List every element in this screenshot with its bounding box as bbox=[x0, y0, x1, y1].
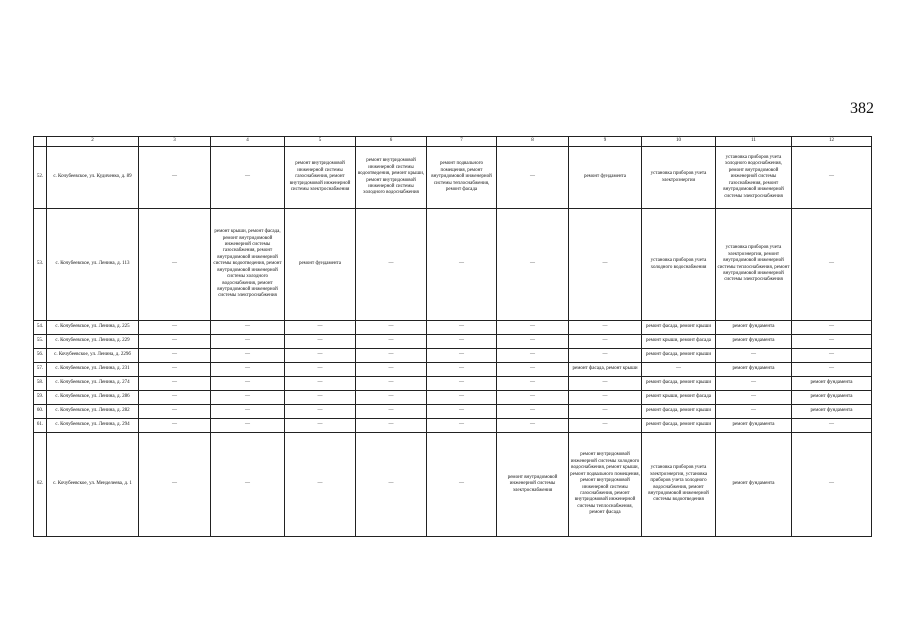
cell-text: — bbox=[172, 352, 177, 358]
cell-text: — bbox=[829, 338, 834, 344]
work-cell-c7 bbox=[427, 147, 497, 209]
cell-text: — bbox=[245, 352, 250, 358]
table-row bbox=[34, 209, 872, 321]
work-cell-c5 bbox=[285, 349, 356, 363]
row-number bbox=[34, 433, 47, 537]
work-cell-c10 bbox=[642, 363, 716, 377]
cell-text: ремонт внутридомовой инженерной системы электроснабжения bbox=[507, 474, 558, 493]
work-cell-c11 bbox=[716, 405, 792, 419]
work-cell-c9 bbox=[569, 349, 642, 363]
work-cell-c9 bbox=[569, 321, 642, 335]
cell-text: — bbox=[459, 261, 464, 267]
cell-text: — bbox=[829, 174, 834, 180]
cell-text: — bbox=[172, 174, 177, 180]
cell-text: — bbox=[317, 338, 323, 344]
work-cell-c11 bbox=[716, 433, 792, 537]
work-cell-c10 bbox=[642, 419, 716, 433]
cell-text: — bbox=[245, 338, 250, 344]
work-cell-c6 bbox=[356, 147, 427, 209]
col-header: 11 bbox=[716, 137, 792, 147]
work-cell-c9 bbox=[569, 405, 642, 419]
cell-text: 62. bbox=[36, 481, 44, 487]
work-cell-c10 bbox=[642, 147, 716, 209]
cell-text: ремонт внутридомовой инженерной системы водоотведения, ремонт крыши, ремонт внутридомовой инженерной системы холодного водоснабжения bbox=[357, 158, 425, 196]
cell-text: — bbox=[530, 394, 535, 400]
address-cell bbox=[47, 147, 139, 209]
address-cell bbox=[47, 335, 139, 349]
work-cell-c5 bbox=[285, 391, 356, 405]
address-cell bbox=[47, 377, 139, 391]
col-header: 6 bbox=[356, 137, 427, 147]
row-number bbox=[34, 321, 47, 335]
cell-text: — bbox=[459, 422, 464, 428]
cell-text: установка приборов учета электроэнергии, ремонт внутридомовой инженерной системы теплоснабжения, ремонт внутридомовой инженерной системы электроснабжения bbox=[717, 245, 790, 283]
work-cell-c7 bbox=[427, 335, 497, 349]
work-cell-c4 bbox=[211, 419, 285, 433]
cell-text: — bbox=[459, 380, 464, 386]
cell-text: — bbox=[172, 338, 177, 344]
cell-text: — bbox=[751, 352, 756, 358]
cell-text: ремонт фасада, ремонт крыши bbox=[645, 408, 712, 414]
cell-text: с. Кочубеевское, ул. Ленина, д. 286 bbox=[55, 394, 130, 400]
work-cell-c8 bbox=[497, 349, 569, 363]
cell-text: с. Кочубеевское, ул. Кудиченко, д. 89 bbox=[53, 174, 132, 180]
work-cell-c3 bbox=[139, 391, 211, 405]
cell-text: 59. bbox=[36, 394, 44, 400]
col-header: 5 bbox=[285, 137, 356, 147]
cell-text: — bbox=[388, 352, 394, 358]
cell-text: 61. bbox=[36, 422, 44, 428]
work-cell-c6 bbox=[356, 209, 427, 321]
cell-text: — bbox=[459, 338, 464, 344]
table-row bbox=[34, 335, 872, 349]
cell-text: — bbox=[388, 261, 394, 267]
work-cell-c5 bbox=[285, 363, 356, 377]
table-row bbox=[34, 349, 872, 363]
work-cell-c5 bbox=[285, 209, 356, 321]
work-cell-c7 bbox=[427, 209, 497, 321]
cell-text: — bbox=[602, 324, 608, 330]
cell-text: — bbox=[388, 324, 394, 330]
work-cell-c4 bbox=[211, 377, 285, 391]
cell-text: — bbox=[530, 422, 535, 428]
work-cell-c10 bbox=[642, 377, 716, 391]
cell-text: с. Кочубеевское, ул. Ленина, д. 294 bbox=[55, 422, 130, 428]
work-cell-c12 bbox=[792, 419, 872, 433]
cell-text: — bbox=[530, 408, 535, 414]
cell-text: ремонт фасада, ремонт крыши bbox=[645, 422, 712, 428]
work-cell-c8 bbox=[497, 433, 569, 537]
cell-text: — bbox=[172, 261, 177, 267]
work-cell-c4 bbox=[211, 405, 285, 419]
cell-text: — bbox=[245, 394, 250, 400]
address-cell bbox=[47, 405, 139, 419]
cell-text: — bbox=[172, 380, 177, 386]
cell-text: — bbox=[530, 338, 535, 344]
cell-text: — bbox=[530, 380, 535, 386]
row-number bbox=[34, 419, 47, 433]
cell-text: ремонт фундамента bbox=[732, 366, 775, 372]
table-row bbox=[34, 377, 872, 391]
work-cell-c8 bbox=[497, 209, 569, 321]
cell-text: ремонт фундамента bbox=[298, 261, 342, 267]
work-cell-c8 bbox=[497, 335, 569, 349]
work-cell-c6 bbox=[356, 419, 427, 433]
work-cell-c9 bbox=[569, 433, 642, 537]
cell-text: — bbox=[602, 338, 608, 344]
cell-text: 53. bbox=[36, 261, 44, 267]
cell-text: 57. bbox=[36, 366, 44, 372]
row-number bbox=[34, 335, 47, 349]
cell-text: ремонт крыши, ремонт фасада bbox=[645, 338, 712, 344]
cell-text: ремонт фасада, ремонт крыши bbox=[645, 352, 712, 358]
work-cell-c12 bbox=[792, 391, 872, 405]
work-cell-c7 bbox=[427, 349, 497, 363]
table-row bbox=[34, 433, 872, 537]
work-cell-c7 bbox=[427, 377, 497, 391]
work-cell-c12 bbox=[792, 335, 872, 349]
cell-text: — bbox=[245, 366, 250, 372]
work-cell-c6 bbox=[356, 433, 427, 537]
work-cell-c10 bbox=[642, 209, 716, 321]
work-cell-c9 bbox=[569, 377, 642, 391]
table-row bbox=[34, 419, 872, 433]
work-cell-c3 bbox=[139, 433, 211, 537]
cell-text: — bbox=[245, 380, 250, 386]
cell-text: с. Кочубеевское, ул. Ленина, д. 229 bbox=[55, 338, 130, 344]
cell-text: ремонт фундамента bbox=[732, 481, 775, 487]
cell-text: с. Кочубеевское, ул. Ленина, д. 229б bbox=[54, 352, 131, 358]
row-number bbox=[34, 349, 47, 363]
work-cell-c8 bbox=[497, 377, 569, 391]
work-cell-c6 bbox=[356, 391, 427, 405]
cell-text: ремонт фасада, ремонт крыши bbox=[572, 366, 638, 372]
col-header: 8 bbox=[497, 137, 569, 147]
cell-text: ремонт внутридомовой инженерной системы холодного водоснабжения, ремонт крыши, ремонт подвального помещения, ремонт внутридомовой инженерной системы газоснабжения, ремонт внутридомовой инженерной системы теплоснабжения, ремонт фасада bbox=[570, 452, 640, 516]
cell-text: — bbox=[172, 394, 177, 400]
work-cell-c3 bbox=[139, 405, 211, 419]
cell-text: — bbox=[317, 352, 323, 358]
cell-text: с. Кочубеевское, ул. Ленина, д. 231 bbox=[55, 366, 130, 372]
work-cell-c11 bbox=[716, 363, 792, 377]
cell-text: — bbox=[530, 324, 535, 330]
work-cell-c11 bbox=[716, 335, 792, 349]
cell-text: — bbox=[530, 174, 535, 180]
cell-text: установка приборов учета электроэнергии bbox=[650, 171, 707, 183]
work-cell-c12 bbox=[792, 363, 872, 377]
cell-text: — bbox=[829, 324, 834, 330]
work-cell-c6 bbox=[356, 349, 427, 363]
cell-text: — bbox=[602, 352, 608, 358]
work-cell-c11 bbox=[716, 419, 792, 433]
work-cell-c6 bbox=[356, 405, 427, 419]
work-cell-c6 bbox=[356, 335, 427, 349]
work-cell-c10 bbox=[642, 433, 716, 537]
cell-text: — bbox=[530, 261, 535, 267]
col-header: 2 bbox=[47, 137, 139, 147]
cell-text: ремонт крыши, ремонт фасада bbox=[645, 394, 712, 400]
repair-schedule-table bbox=[33, 136, 872, 537]
cell-text: — bbox=[829, 481, 834, 487]
cell-text: — bbox=[602, 422, 608, 428]
cell-text: — bbox=[317, 366, 323, 372]
cell-text: — bbox=[751, 380, 756, 386]
cell-text: — bbox=[459, 394, 464, 400]
work-cell-c4 bbox=[211, 209, 285, 321]
work-cell-c3 bbox=[139, 419, 211, 433]
cell-text: ремонт фасада, ремонт крыши bbox=[645, 324, 712, 330]
table-row bbox=[34, 147, 872, 209]
work-cell-c3 bbox=[139, 349, 211, 363]
cell-text: 55. bbox=[36, 338, 44, 344]
work-cell-c8 bbox=[497, 363, 569, 377]
cell-text: — bbox=[459, 408, 464, 414]
cell-text: — bbox=[829, 352, 834, 358]
work-cell-c3 bbox=[139, 147, 211, 209]
cell-text: с. Кочубеевское, ул. Ленина, д. 113 bbox=[55, 261, 130, 267]
work-cell-c10 bbox=[642, 321, 716, 335]
cell-text: ремонт фундамента bbox=[810, 394, 853, 400]
cell-text: — bbox=[459, 481, 464, 487]
cell-text: — bbox=[317, 422, 323, 428]
cell-text: ремонт подвального помещения, ремонт внутридомовой инженерной системы теплоснабжения, ремонт фасада bbox=[431, 161, 492, 193]
cell-text: — bbox=[172, 324, 177, 330]
cell-text: ремонт фундамента bbox=[810, 380, 853, 386]
work-cell-c9 bbox=[569, 419, 642, 433]
work-cell-c11 bbox=[716, 321, 792, 335]
col-header: 10 bbox=[642, 137, 716, 147]
cell-text: ремонт фундамента bbox=[810, 408, 853, 414]
work-cell-c10 bbox=[642, 391, 716, 405]
cell-text: — bbox=[245, 174, 250, 180]
cell-text: — bbox=[751, 394, 756, 400]
cell-text: — bbox=[317, 380, 323, 386]
work-cell-c8 bbox=[497, 391, 569, 405]
cell-text: ремонт фундамента bbox=[732, 422, 775, 428]
table-row bbox=[34, 321, 872, 335]
work-cell-c5 bbox=[285, 419, 356, 433]
work-cell-c12 bbox=[792, 321, 872, 335]
cell-text: — bbox=[172, 366, 177, 372]
work-cell-c3 bbox=[139, 209, 211, 321]
work-cell-c5 bbox=[285, 405, 356, 419]
work-cell-c12 bbox=[792, 147, 872, 209]
work-cell-c11 bbox=[716, 209, 792, 321]
work-cell-c11 bbox=[716, 391, 792, 405]
cell-text: — bbox=[829, 261, 834, 267]
work-cell-c9 bbox=[569, 391, 642, 405]
work-cell-c3 bbox=[139, 321, 211, 335]
work-cell-c10 bbox=[642, 349, 716, 363]
row-number bbox=[34, 209, 47, 321]
cell-text: ремонт внутридомовой инженерной системы газоснабжения, ремонт внутридомовой инженерной системы электроснабжения bbox=[289, 161, 351, 193]
cell-text: — bbox=[530, 352, 535, 358]
cell-text: ремонт фундамента bbox=[732, 324, 775, 330]
work-cell-c3 bbox=[139, 335, 211, 349]
cell-text: — bbox=[317, 394, 323, 400]
row-number bbox=[34, 405, 47, 419]
cell-text: — bbox=[676, 366, 681, 372]
address-cell bbox=[47, 391, 139, 405]
cell-text: — bbox=[388, 380, 394, 386]
cell-text: с. Кочубеевское, ул. Ленина, д. 274 bbox=[55, 380, 130, 386]
work-cell-c7 bbox=[427, 433, 497, 537]
cell-text: 54. bbox=[36, 324, 44, 330]
cell-text: — bbox=[751, 408, 756, 414]
cell-text: установка приборов учета холодного водоснабжения, ремонт внутридомовой инженерной системы газоснабжения, ремонт внутридомовой инженерной системы электроснабжения bbox=[723, 155, 784, 199]
col-header: 7 bbox=[427, 137, 497, 147]
cell-text: 56. bbox=[36, 352, 44, 358]
work-cell-c6 bbox=[356, 377, 427, 391]
cell-text: с. Кочубеевское, ул. Ленина, д. 282 bbox=[55, 408, 130, 414]
cell-text: — bbox=[388, 394, 394, 400]
work-cell-c7 bbox=[427, 391, 497, 405]
work-cell-c7 bbox=[427, 419, 497, 433]
cell-text: ремонт крыши, ремонт фасада, ремонт внутридомовой инженерной системы газоснабжения, ремонт внутридомовой инженерной системы водоотведения, ремонт внутридомовой инженерной системы холодного водоснабжения, ремонт внутридомовой инженерной системы электроснабжения bbox=[213, 229, 282, 299]
cell-text: — bbox=[245, 422, 250, 428]
address-cell bbox=[47, 363, 139, 377]
work-cell-c6 bbox=[356, 363, 427, 377]
work-cell-c12 bbox=[792, 433, 872, 537]
cell-text: — bbox=[459, 366, 464, 372]
cell-text: — bbox=[602, 408, 608, 414]
col-header: 12 bbox=[792, 137, 872, 147]
work-cell-c7 bbox=[427, 405, 497, 419]
work-cell-c12 bbox=[792, 349, 872, 363]
table-row bbox=[34, 405, 872, 419]
work-cell-c11 bbox=[716, 147, 792, 209]
work-cell-c4 bbox=[211, 391, 285, 405]
work-cell-c8 bbox=[497, 419, 569, 433]
cell-text: с. Кочубеевское, ул. Менделеева, д. 1 bbox=[53, 481, 132, 487]
table-row bbox=[34, 363, 872, 377]
cell-text: — bbox=[829, 366, 834, 372]
table-row bbox=[34, 391, 872, 405]
address-cell bbox=[47, 433, 139, 537]
cell-text: 52. bbox=[36, 174, 44, 180]
work-cell-c12 bbox=[792, 377, 872, 391]
cell-text: — bbox=[829, 422, 834, 428]
cell-text: — bbox=[317, 408, 323, 414]
cell-text: — bbox=[459, 352, 464, 358]
cell-text: — bbox=[602, 261, 608, 267]
cell-text: — bbox=[388, 366, 394, 372]
cell-text: — bbox=[530, 366, 535, 372]
cell-text: 60. bbox=[36, 408, 44, 414]
cell-text: установка приборов учета холодного водоснабжения bbox=[650, 258, 707, 270]
cell-text: — bbox=[388, 422, 394, 428]
work-cell-c9 bbox=[569, 209, 642, 321]
col-header: 9 bbox=[569, 137, 642, 147]
work-cell-c12 bbox=[792, 209, 872, 321]
cell-text: ремонт фундамента bbox=[732, 338, 775, 344]
cell-text: с. Кочубеевское, ул. Ленина, д. 225 bbox=[55, 324, 130, 330]
work-cell-c5 bbox=[285, 321, 356, 335]
cell-text: установка приборов учета электроэнергии, установка приборов учета холодного водоснабжения, ремонт внутридомовой инженерной системы водоотведения bbox=[648, 465, 709, 503]
cell-text: — bbox=[459, 324, 464, 330]
cell-text: — bbox=[245, 408, 250, 414]
cell-text: ремонт фасада, ремонт крыши bbox=[645, 380, 712, 386]
work-cell-c6 bbox=[356, 321, 427, 335]
cell-text: — bbox=[172, 408, 177, 414]
work-cell-c8 bbox=[497, 405, 569, 419]
col-header: 4 bbox=[211, 137, 285, 147]
cell-text: — bbox=[388, 481, 394, 487]
work-cell-c11 bbox=[716, 377, 792, 391]
work-cell-c4 bbox=[211, 349, 285, 363]
cell-text: — bbox=[245, 324, 250, 330]
work-cell-c4 bbox=[211, 335, 285, 349]
page-number: 382 bbox=[850, 100, 874, 117]
work-cell-c5 bbox=[285, 335, 356, 349]
cell-text: — bbox=[172, 422, 177, 428]
cell-text: — bbox=[602, 380, 608, 386]
cell-text: — bbox=[317, 481, 323, 487]
row-number bbox=[34, 147, 47, 209]
work-cell-c5 bbox=[285, 377, 356, 391]
row-number bbox=[34, 391, 47, 405]
work-cell-c5 bbox=[285, 147, 356, 209]
cell-text: — bbox=[602, 394, 608, 400]
work-cell-c7 bbox=[427, 363, 497, 377]
cell-text: — bbox=[388, 408, 394, 414]
work-cell-c9 bbox=[569, 363, 642, 377]
work-cell-c3 bbox=[139, 377, 211, 391]
work-cell-c10 bbox=[642, 405, 716, 419]
work-cell-c3 bbox=[139, 363, 211, 377]
address-cell bbox=[47, 349, 139, 363]
col-header bbox=[34, 137, 47, 147]
work-cell-c9 bbox=[569, 335, 642, 349]
col-header: 3 bbox=[139, 137, 211, 147]
cell-text: — bbox=[245, 481, 250, 487]
work-cell-c4 bbox=[211, 363, 285, 377]
work-cell-c4 bbox=[211, 147, 285, 209]
cell-text: — bbox=[388, 338, 394, 344]
cell-text: — bbox=[172, 481, 177, 487]
work-cell-c8 bbox=[497, 147, 569, 209]
header-row bbox=[34, 137, 872, 147]
work-cell-c9 bbox=[569, 147, 642, 209]
cell-text: — bbox=[317, 324, 323, 330]
row-number bbox=[34, 377, 47, 391]
address-cell bbox=[47, 419, 139, 433]
work-cell-c4 bbox=[211, 433, 285, 537]
address-cell bbox=[47, 321, 139, 335]
address-cell bbox=[47, 209, 139, 321]
work-cell-c10 bbox=[642, 335, 716, 349]
work-cell-c4 bbox=[211, 321, 285, 335]
work-cell-c12 bbox=[792, 405, 872, 419]
cell-text: 58. bbox=[36, 380, 44, 386]
work-cell-c11 bbox=[716, 349, 792, 363]
work-cell-c7 bbox=[427, 321, 497, 335]
row-number bbox=[34, 363, 47, 377]
work-cell-c8 bbox=[497, 321, 569, 335]
work-cell-c5 bbox=[285, 433, 356, 537]
cell-text: ремонт фундамента bbox=[583, 174, 627, 180]
